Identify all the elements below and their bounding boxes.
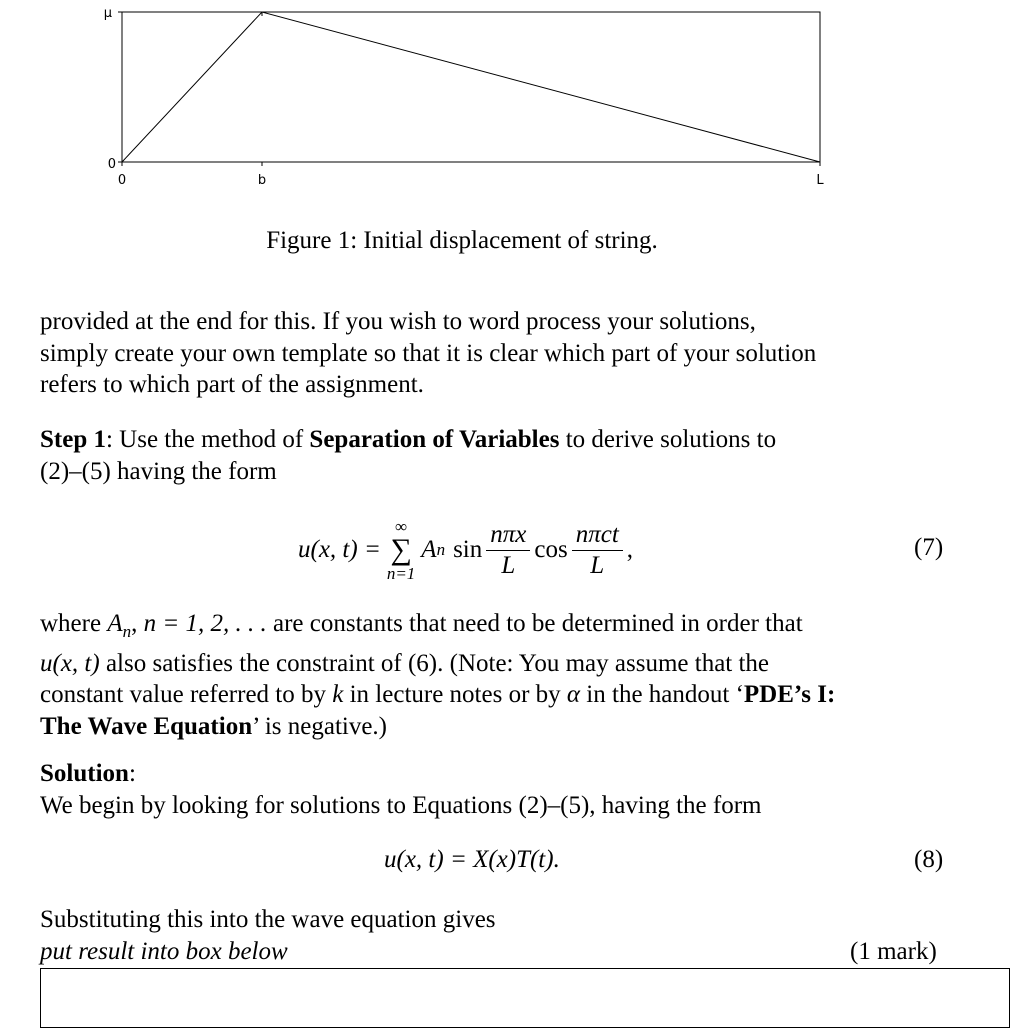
instruction-row (40, 936, 970, 968)
where-w3-bold: PDE’s I: (743, 681, 836, 708)
step1-line-1 (40, 424, 970, 456)
where-w2-math: u(x, t) (40, 649, 100, 677)
where-paragraph (40, 608, 970, 742)
intro-line-1: provided at the end for this. If you wish to word process your solutions, (40, 308, 756, 335)
solution-paragraph (40, 758, 970, 821)
intro-paragraph (40, 306, 970, 401)
x-tick-zero-label: 0 (117, 173, 127, 188)
where-An: A (107, 610, 123, 637)
step1-paragraph (40, 424, 970, 487)
where-w3-a: constant value referred to by (40, 681, 333, 708)
where-w2-rest: also satisfies the constraint of (6). (Note: You may assume that the (99, 649, 770, 677)
where-line-2 (40, 648, 970, 680)
eq7-frac1-den: L (501, 551, 516, 579)
displacement-line (122, 12, 820, 162)
eq7-frac-2 (572, 520, 623, 581)
eq7-coef: A (421, 536, 437, 563)
where-w3-alpha: α (566, 681, 581, 708)
equation-8: u(x, t) = X(x)T(t). (384, 846, 560, 873)
step1-text-a: : Use the method of (105, 426, 310, 453)
eq7-tail: , (626, 536, 634, 563)
eq7-frac2-num: nπct (572, 520, 623, 551)
where-w4-rest: ’ is negative.) (252, 712, 388, 740)
where-w1-rest: are constants that need to be determined in order that (266, 610, 803, 637)
instruction-text: put result into box below (40, 937, 288, 965)
eq7-lhs: u(x, t) = (298, 536, 381, 563)
where-line-4 (40, 711, 970, 743)
eq7-sum-bottom: n=1 (386, 564, 416, 583)
figure-caption: Figure 1: Initial displacement of string. (266, 227, 658, 254)
solution-colon: : (128, 760, 136, 787)
solution-line: We begin by looking for solutions to Equations (2)–(5), having the form (40, 791, 762, 819)
eq7-sin: sin (453, 536, 483, 563)
where-line-3 (40, 679, 970, 711)
solution-label: Solution (40, 760, 129, 787)
eq7-coef-sub: n (436, 540, 446, 559)
where-w3-b: in lecture notes or by (343, 681, 567, 708)
answer-box[interactable] (40, 968, 1010, 1028)
where-w3-k: k (332, 681, 344, 708)
figure-1-plot (0, 0, 1024, 200)
eq8-number: (8) (914, 846, 944, 873)
substitute-paragraph (40, 904, 970, 967)
intro-line-3: refers to which part of the assignment. (40, 371, 424, 398)
plot-frame (122, 12, 820, 162)
eq7-summation (387, 518, 415, 582)
step1-text-b: to derive solutions to (559, 426, 777, 453)
where-w3-c: in the handout ‘ (580, 681, 744, 708)
eq7-sum-top: ∞ (394, 517, 408, 536)
marks-label: (1 mark) (850, 937, 937, 965)
where-w1: where (40, 610, 108, 637)
step1-line-2: (2)–(5) having the form (40, 457, 277, 485)
x-tick-b-label: b (257, 173, 267, 188)
where-w4-bold: The Wave Equation (40, 712, 253, 740)
intro-line-2: simply create your own template so that it is clear which part of your solution (40, 339, 817, 367)
step1-label: Step 1 (40, 426, 106, 453)
x-tick-L-label: L (816, 173, 824, 188)
where-An-sub: n (122, 622, 132, 641)
where-n-eq: n = 1, 2, . . . (143, 610, 267, 637)
where-mid: , (131, 610, 144, 637)
eq7-frac1-num: nπx (486, 520, 530, 551)
substitute-line: Substituting this into the wave equation gives (40, 906, 496, 933)
y-tick-zero-label: 0 (107, 157, 116, 172)
eq7-frac-1 (486, 520, 530, 581)
eq7-cos: cos (534, 536, 568, 563)
eq7-number: (7) (914, 534, 944, 561)
eq7-frac2-den: L (590, 551, 605, 579)
where-line-1 (40, 608, 970, 648)
eq7-sum-symbol: ∑ (390, 533, 412, 566)
step1-method: Separation of Variables (309, 426, 560, 453)
y-tick-mu-label: μ (103, 6, 112, 21)
equation-7 (298, 510, 633, 590)
solution-heading (40, 758, 970, 790)
